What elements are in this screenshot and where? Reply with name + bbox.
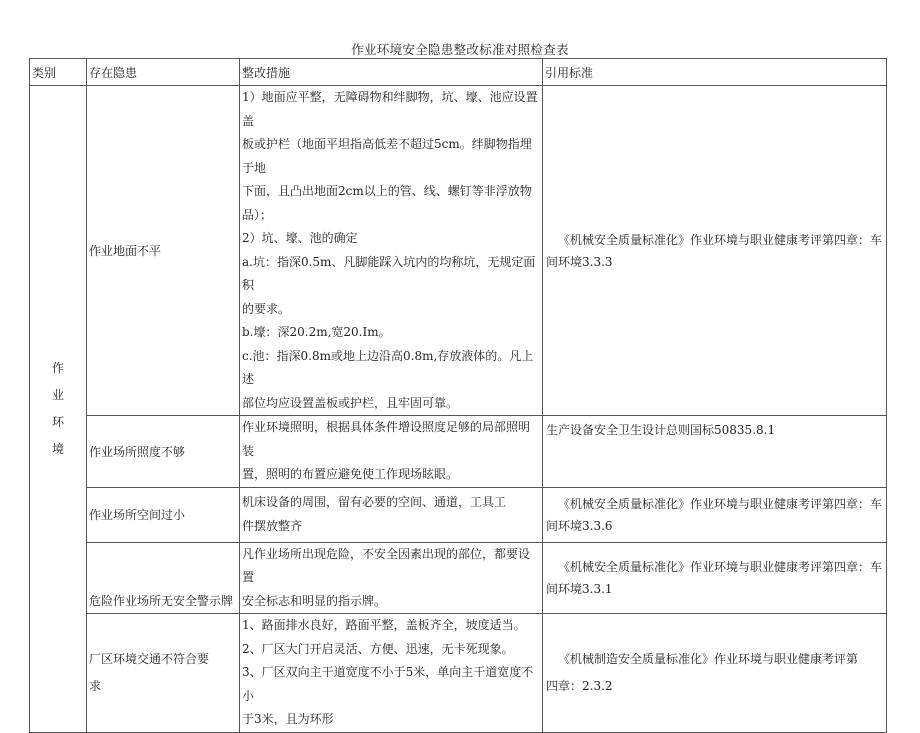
standard-cell: 《机械制造安全质量标准化》作业环境与职业健康考评第 四章：2.3.2 <box>543 614 887 733</box>
hazard-cell: 厂区环境交通不符合要 求 <box>87 614 240 733</box>
header-category: 类别 <box>30 59 87 86</box>
category-char: 作 <box>51 360 64 375</box>
category-char: 境 <box>51 441 64 456</box>
page-title: 作业环境安全隐患整改标准对照检查表 <box>351 42 569 57</box>
category-cell <box>30 86 87 733</box>
category-char: 环 <box>51 414 64 429</box>
measures-cell: 凡作业场所出现危险，不安全因素出现的部位，都要设置 安全标志和明显的指示牌。 <box>240 542 543 614</box>
hazard-cell: 作业地面不平 <box>87 86 240 416</box>
header-measures: 整改措施 <box>240 59 543 86</box>
hazard-cell: 危险作业场所无安全警示牌 <box>87 542 240 614</box>
header-standard: 引用标准 <box>543 59 887 86</box>
table-row <box>30 542 887 614</box>
table-row <box>30 416 887 488</box>
standard-cell: 生产设备安全卫生设计总则国标50835.8.1 <box>543 416 887 488</box>
table-row <box>30 487 887 542</box>
measures-cell: 作业环境照明，根据具体条件增设照度足够的局部照明装 置，照明的布置应避免使工作现场眩眼。 <box>240 416 543 488</box>
table-row <box>30 614 887 733</box>
checklist-table <box>29 58 887 733</box>
hazard-cell: 作业场所空间过小 <box>87 487 240 542</box>
hazard-cell: 作业场所照度不够 <box>87 416 240 488</box>
measures-cell: 1）地面应平整，无障碍物和绊脚物，坑、壕、池应设置盖 板或护栏（地面平坦指高低差不超过5cm。绊脚物指埋于地 下面，且凸出地面2cm以上的管、线、螺钉等非浮放物 品）； 2）坑、壕、池的确定 a.坑：指深0.5m、凡脚能踩入坑内的均称坑，无规定面积 的要求。 b.壕：深20.2m,宽20.Im。 c.池：指深0.8m或地上边沿高0.8m,存放液体的。凡上述 部位均应设置盖板或护栏，且牢固可靠。 <box>240 86 543 416</box>
header-hazard: 存在隐患 <box>87 59 240 86</box>
standard-cell: 《机械安全质量标准化》作业环境与职业健康考评第四章：车 间环境3.3.6 <box>543 487 887 542</box>
measures-cell: 1、路面排水良好，路面平整，盖板齐全，坡度适当。 2、厂区大门开启灵活、方便、迅速，无卡死现象。 3、厂区双向主干道宽度不小于5米，单向主干道宽度不小 于3米，且为环形 <box>240 614 543 733</box>
standard-cell: 《机械安全质量标准化》作业环境与职业健康考评第四章：车 间环境3.3.3 <box>543 86 887 416</box>
measures-cell: 机床设备的周围，留有必要的空间、通道，工具工 件摆放整齐 <box>240 487 543 542</box>
standard-cell: 《机械安全质量标准化》作业环境与职业健康考评第四章：车 间环境3.3.1 <box>543 542 887 614</box>
category-char: 业 <box>51 387 64 402</box>
table-header-row <box>30 59 887 86</box>
table-row <box>30 86 887 416</box>
